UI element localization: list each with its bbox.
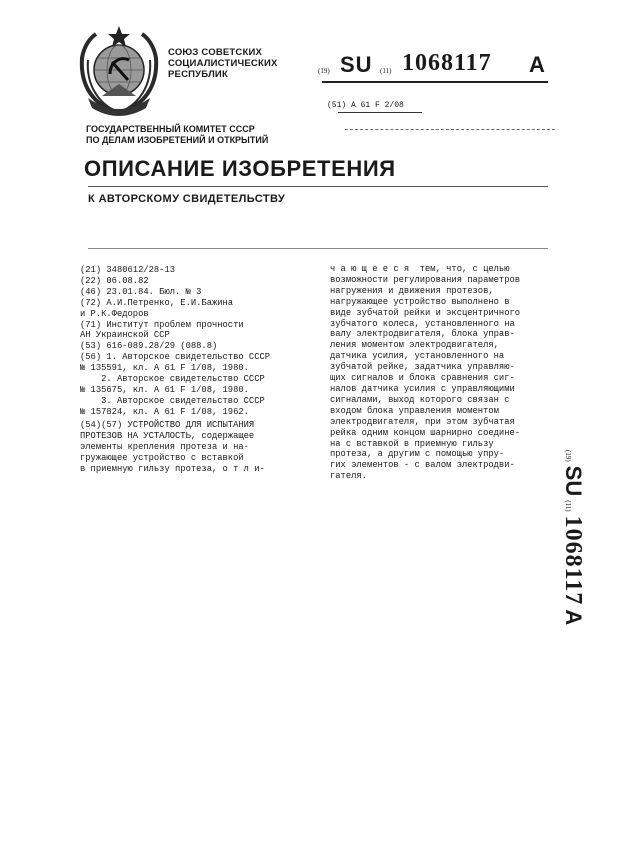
union-name — [168, 47, 278, 80]
committee-name — [86, 124, 268, 146]
union-line: РЕСПУБЛИК — [168, 69, 228, 80]
bibliographic-data: (21) 3480612/28-13 (22) 06.08.82 (46) 23.01.84. Бюл. № 3 (72) А.И.Петренко, Е.И.Бажина и Р.К.Федоров (71) Институт проблем прочности АН Украинской ССР (53) 616-089.28/29 (088.8) (56) 1. Авторское свидетельство СССР № 135591, кл. А 61 F 1/08, 1980. 2. Авторское свидетельство СССР № 135675, кл. А 61 F 1/08, 1980. 3. Авторское свидетельство СССР № 157824, кл. А 61 F 1/08, 1962. — [80, 265, 271, 417]
abstract-start: (54)(57) УСТРОЙСТВО ДЛЯ ИСПЫТАНИЯ ПРОТЕЗОВ НА УСТАЛОСТЬ, содержащее элементы крепления протеза и на- гружающее устройство с вставкой в приемную гильзу протеза, о т л и- — [80, 420, 265, 474]
patent-kind: A — [529, 52, 545, 77]
inid-code-19: (19) — [564, 450, 572, 462]
inid-code-11: (11) — [380, 67, 392, 75]
committee-line: ГОСУДАРСТВЕННЫЙ КОМИТЕТ СССР — [86, 124, 255, 134]
patent-number-side — [556, 450, 586, 670]
committee-line: ПО ДЕЛАМ ИЗОБРЕТЕНИЙ И ОТКРЫТИЙ — [86, 135, 269, 145]
union-line: СОЮЗ СОВЕТСКИХ — [168, 47, 263, 58]
union-line: СОЦИАЛИСТИЧЕСКИХ — [168, 58, 278, 69]
patent-country: SU — [340, 52, 373, 77]
ussr-emblem-icon — [74, 24, 164, 119]
inid-code-19: (19) — [318, 67, 330, 75]
ipc-classification: (51) A 61 F 2/08 — [327, 101, 404, 110]
abstract-continued: ч а ю щ е е с я тем, что, с целью возможности регулирования параметров нагружения и движения протезов, нагружающее устройство выполнено в виде зубчатой рейки и эксцентричного зубчатого колеса, установленного на валу электродвигателя, блока управ- ления моментом электродвигателя, датчика усилия, установленного на зубчатой рейке, задатчика управляю- щих сигналов и блока сравнения сиг- налов датчика усилия с управляющими сигналами, выход которого связан с входом блока управления моментом электродвигателя, при этом зубчатая рейка одним концом шарнирно соедине- на с вставкой в приемную гильзу протеза, а другим с помощью упру- гих элементов - с валом электродви- гателя. — [330, 264, 521, 482]
patent-number: 1068117 — [402, 50, 492, 76]
inid-code-11: (11) — [564, 500, 572, 512]
subtitle-rule — [88, 248, 548, 249]
document-title: ОПИСАНИЕ ИЗОБРЕТЕНИЯ — [84, 156, 396, 181]
title-rule — [88, 186, 548, 187]
document-subtitle: К АВТОРСКОМУ СВИДЕТЕЛЬСТВУ — [88, 193, 286, 205]
patent-number: 1068117 — [560, 515, 586, 606]
patent-number-underline — [322, 81, 548, 83]
header-dashed-rule — [345, 129, 555, 130]
patent-kind: A — [561, 609, 586, 626]
patent-country: SU — [561, 465, 586, 497]
ipc-underline — [338, 112, 422, 113]
